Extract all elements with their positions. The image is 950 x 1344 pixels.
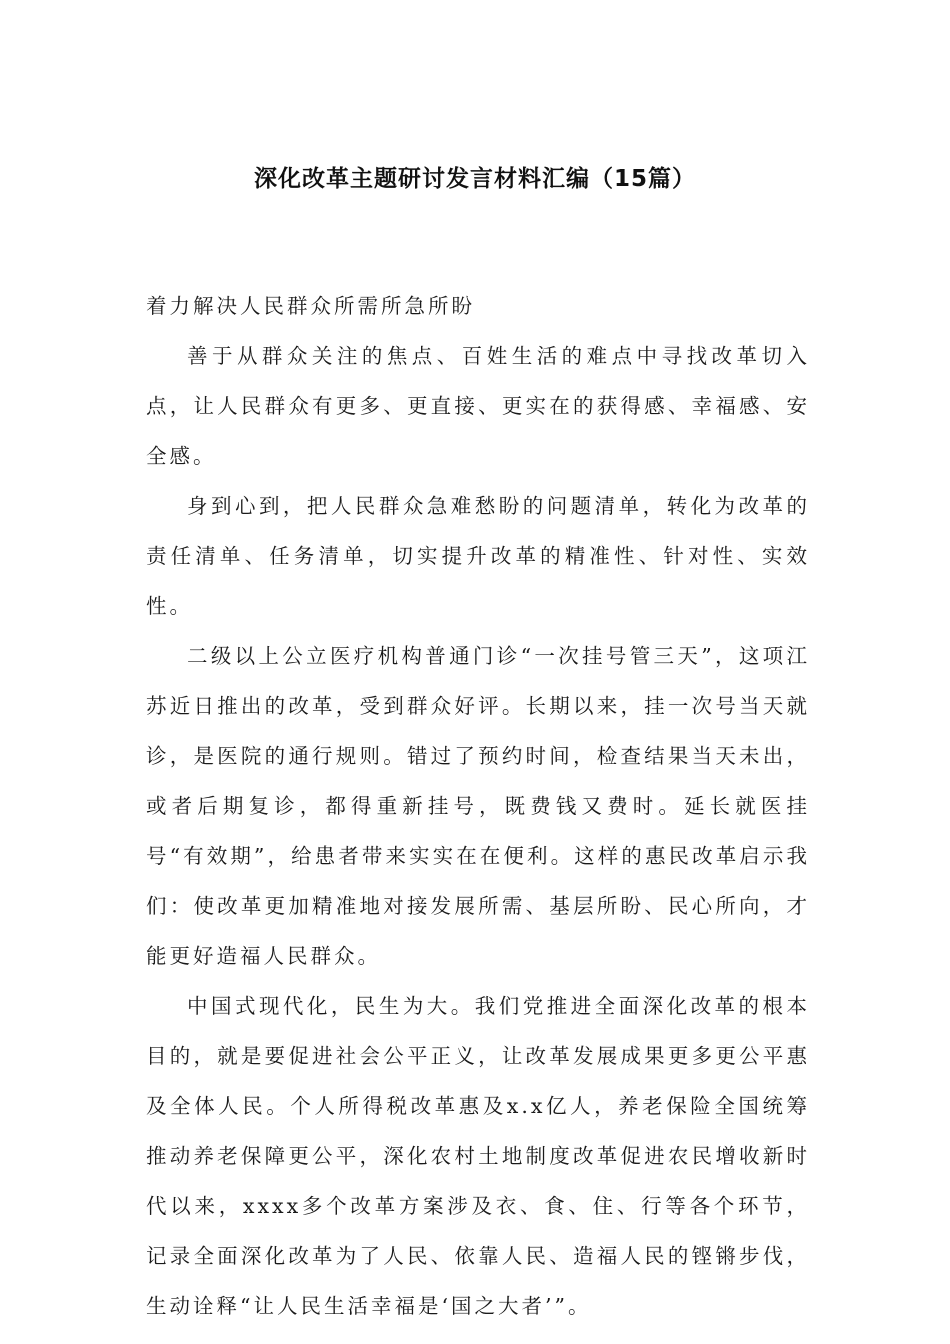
paragraph-4: 中国式现代化，民生为大。我们党推进全面深化改革的根本目的，就是要促进社会公平正义，让改革发展成果更多更公平惠及全体人民。个人所得税改革惠及x.x亿人，养老保险全国统筹推动养老保障更公平，深化农村土地制度改革促进农民增收新时代以来，xxxx多个改革方案涉及衣、食、住、行等各个环节，记录全面深化改革为了人民、依靠人民、造福人民的铿锵步伐，生动诠释“让人民生活幸福是‘国之大者’”。 [146, 994, 810, 1318]
paragraph-3: 二级以上公立医疗机构普通门诊“一次挂号管三天”，这项江苏近日推出的改革，受到群众好评。长期以来，挂一次号当天就诊，是医院的通行规则。错过了预约时间，检查结果当天未出，或者后期复诊，都得重新挂号，既费钱又费时。延长就医挂号“有效期”，给患者带来实实在在便利。这样的惠民改革启示我们：使改革更加精准地对接发展所需、基层所盼、民心所向，才能更好造福人民群众。 [146, 644, 810, 968]
paragraph-2: 身到心到，把人民群众急难愁盼的问题清单，转化为改革的责任清单、任务清单，切实提升改革的精准性、针对性、实效性。 [146, 494, 810, 618]
document-title: 深化改革主题研讨发言材料汇编（15篇） [253, 166, 696, 192]
section-heading: 着力解决人民群众所需所急所盼 [146, 294, 475, 318]
document-body [146, 281, 810, 1331]
paragraph-1: 善于从群众关注的焦点、百姓生活的难点中寻找改革切入点，让人民群众有更多、更直接、更实在的获得感、幸福感、安全感。 [146, 344, 810, 468]
